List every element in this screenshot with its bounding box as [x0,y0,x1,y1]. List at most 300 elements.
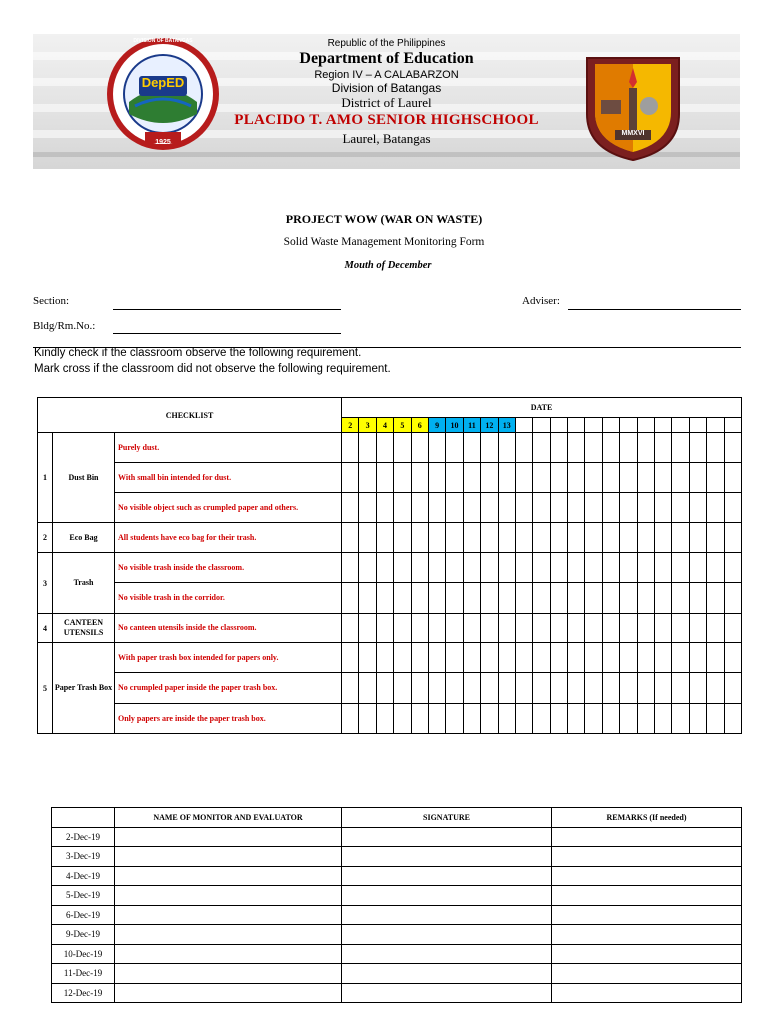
check-cell[interactable] [463,614,480,643]
check-cell[interactable] [411,433,428,463]
requirement-text: All students have eco bag for their trash. [115,523,342,553]
check-cell[interactable] [568,463,585,493]
check-cell[interactable] [707,704,724,734]
check-cell[interactable] [620,493,637,523]
remarks-cell[interactable] [552,925,742,945]
check-cell[interactable] [655,583,672,614]
check-cell[interactable] [428,433,445,463]
check-cell[interactable] [655,553,672,583]
check-cell[interactable] [550,553,567,583]
check-cell[interactable] [602,433,619,463]
check-cell[interactable] [498,614,515,643]
check-cell[interactable] [411,583,428,614]
check-cell[interactable] [585,704,602,734]
check-cell[interactable] [620,523,637,553]
remarks-cell[interactable] [552,983,742,1003]
signature-cell[interactable] [342,866,552,886]
check-cell[interactable] [428,463,445,493]
check-cell[interactable] [515,673,532,704]
check-cell[interactable] [394,643,411,673]
category-name: Trash [53,553,115,614]
seal-year: 1925 [155,139,171,146]
check-cell[interactable] [724,463,741,493]
check-cell[interactable] [376,463,393,493]
check-cell[interactable] [533,704,550,734]
check-cell[interactable] [637,583,654,614]
check-cell[interactable] [568,704,585,734]
check-cell[interactable] [498,583,515,614]
check-cell[interactable] [342,583,359,614]
check-cell[interactable] [655,463,672,493]
check-cell[interactable] [533,643,550,673]
date-cell: 4 [376,418,393,433]
district-text: District of Laurel [341,95,432,110]
requirement-text: Purely dust. [115,433,342,463]
monitor-name-cell[interactable] [115,847,342,867]
signature-cell[interactable] [342,983,552,1003]
check-cell[interactable] [689,614,706,643]
check-cell[interactable] [637,493,654,523]
monitor-row [52,847,742,867]
check-cell[interactable] [342,463,359,493]
check-cell[interactable] [376,614,393,643]
monitor-name-cell[interactable] [115,983,342,1003]
date-cell: 6 [411,418,428,433]
section-input-line[interactable] [113,309,341,310]
check-cell[interactable] [376,643,393,673]
check-cell[interactable] [446,583,463,614]
check-cell[interactable] [637,553,654,583]
check-cell[interactable] [689,643,706,673]
check-cell[interactable] [481,493,498,523]
check-cell[interactable] [446,493,463,523]
check-cell[interactable] [481,553,498,583]
room-input-line[interactable] [113,333,341,334]
check-cell[interactable] [672,643,689,673]
check-cell[interactable] [550,463,567,493]
check-cell[interactable] [602,463,619,493]
monitor-date: 4-Dec-19 [52,866,115,886]
check-cell[interactable] [637,673,654,704]
check-cell[interactable] [342,493,359,523]
check-cell[interactable] [342,523,359,553]
check-cell[interactable] [655,643,672,673]
check-cell[interactable] [550,643,567,673]
check-cell[interactable] [672,493,689,523]
check-cell[interactable] [498,523,515,553]
republic-text: Republic of the Philippines [327,38,446,49]
check-cell[interactable] [602,583,619,614]
check-cell[interactable] [394,673,411,704]
check-cell[interactable] [446,673,463,704]
check-cell[interactable] [585,643,602,673]
signature-cell[interactable] [342,827,552,847]
check-cell[interactable] [515,463,532,493]
check-cell[interactable] [463,553,480,583]
check-cell[interactable] [515,553,532,583]
check-cell[interactable] [655,614,672,643]
check-cell[interactable] [428,553,445,583]
check-cell[interactable] [411,553,428,583]
check-cell[interactable] [498,493,515,523]
check-cell[interactable] [376,493,393,523]
check-cell[interactable] [411,493,428,523]
monitor-name-cell[interactable] [115,866,342,886]
check-cell[interactable] [498,643,515,673]
check-cell[interactable] [446,523,463,553]
check-cell[interactable] [585,583,602,614]
date-cell-empty [707,418,724,433]
check-cell[interactable] [498,433,515,463]
check-cell[interactable] [428,493,445,523]
check-cell[interactable] [463,463,480,493]
date-cell-empty [689,418,706,433]
school-location: Laurel, Batangas [342,131,431,146]
check-cell[interactable] [724,643,741,673]
check-cell[interactable] [411,643,428,673]
check-cell[interactable] [359,433,376,463]
check-cell[interactable] [724,704,741,734]
check-cell[interactable] [533,463,550,493]
monitor-row [52,905,742,925]
check-cell[interactable] [446,704,463,734]
check-cell[interactable] [515,643,532,673]
date-cell-empty [672,418,689,433]
monitor-name-cell[interactable] [115,886,342,906]
check-cell[interactable] [689,673,706,704]
check-cell[interactable] [724,553,741,583]
signature-cell[interactable] [342,964,552,984]
check-cell[interactable] [376,523,393,553]
monitor-name-cell[interactable] [115,827,342,847]
check-cell[interactable] [394,704,411,734]
check-cell[interactable] [428,523,445,553]
check-cell[interactable] [724,583,741,614]
check-cell[interactable] [637,614,654,643]
check-cell[interactable] [689,523,706,553]
monitor-date: 2-Dec-19 [52,827,115,847]
check-cell[interactable] [707,493,724,523]
check-cell[interactable] [481,583,498,614]
check-cell[interactable] [533,523,550,553]
check-cell[interactable] [620,463,637,493]
check-cell[interactable] [724,614,741,643]
check-cell[interactable] [672,673,689,704]
adviser-input-line[interactable] [568,309,741,310]
check-cell[interactable] [533,673,550,704]
check-cell[interactable] [550,433,567,463]
check-cell[interactable] [342,614,359,643]
remarks-cell[interactable] [552,886,742,906]
check-cell[interactable] [394,553,411,583]
check-cell[interactable] [637,433,654,463]
check-cell[interactable] [446,643,463,673]
check-cell[interactable] [394,493,411,523]
check-cell[interactable] [707,643,724,673]
check-cell[interactable] [463,583,480,614]
signature-header: SIGNATURE [342,808,552,828]
check-cell[interactable] [428,583,445,614]
check-cell[interactable] [689,704,706,734]
check-cell[interactable] [481,433,498,463]
check-cell[interactable] [655,704,672,734]
monitor-row [52,944,742,964]
check-cell[interactable] [672,463,689,493]
check-cell[interactable] [515,433,532,463]
check-cell[interactable] [394,614,411,643]
check-cell[interactable] [533,553,550,583]
check-cell[interactable] [359,583,376,614]
check-cell[interactable] [463,433,480,463]
check-cell[interactable] [481,463,498,493]
check-cell[interactable] [707,673,724,704]
check-cell[interactable] [498,463,515,493]
signature-cell[interactable] [342,847,552,867]
check-cell[interactable] [359,614,376,643]
check-cell[interactable] [481,614,498,643]
check-cell[interactable] [428,643,445,673]
check-cell[interactable] [637,523,654,553]
checklist-row [38,673,742,704]
check-cell[interactable] [446,433,463,463]
check-cell[interactable] [655,433,672,463]
check-cell[interactable] [376,673,393,704]
check-cell[interactable] [602,673,619,704]
check-cell[interactable] [550,493,567,523]
check-cell[interactable] [568,643,585,673]
check-cell[interactable] [707,463,724,493]
check-cell[interactable] [602,553,619,583]
check-cell[interactable] [342,704,359,734]
check-cell[interactable] [620,583,637,614]
check-cell[interactable] [428,673,445,704]
check-cell[interactable] [446,553,463,583]
check-cell[interactable] [394,583,411,614]
checklist-row [38,433,742,463]
remarks-cell[interactable] [552,827,742,847]
check-cell[interactable] [463,643,480,673]
check-cell[interactable] [498,704,515,734]
check-cell[interactable] [428,704,445,734]
check-cell[interactable] [515,493,532,523]
monitor-name-header: NAME OF MONITOR AND EVALUATOR [115,808,342,828]
check-cell[interactable] [550,704,567,734]
check-cell[interactable] [376,433,393,463]
check-cell[interactable] [359,643,376,673]
check-cell[interactable] [394,523,411,553]
check-cell[interactable] [585,673,602,704]
check-cell[interactable] [585,614,602,643]
monitor-row [52,983,742,1003]
check-cell[interactable] [585,493,602,523]
check-cell[interactable] [620,704,637,734]
check-cell[interactable] [411,704,428,734]
check-cell[interactable] [689,583,706,614]
form-title: Solid Waste Management Monitoring Form [283,236,485,248]
check-cell[interactable] [411,614,428,643]
check-cell[interactable] [463,523,480,553]
check-cell[interactable] [689,433,706,463]
check-cell[interactable] [707,433,724,463]
check-cell[interactable] [568,583,585,614]
date-cell: 2 [342,418,359,433]
monitor-name-cell[interactable] [115,925,342,945]
check-cell[interactable] [707,553,724,583]
check-cell[interactable] [585,433,602,463]
check-cell[interactable] [342,433,359,463]
check-cell[interactable] [602,493,619,523]
remarks-cell[interactable] [552,964,742,984]
check-cell[interactable] [672,704,689,734]
monitor-date: 5-Dec-19 [52,886,115,906]
check-cell[interactable] [724,433,741,463]
requirement-text: No visible object such as crumpled paper and others. [115,493,342,523]
check-cell[interactable] [533,493,550,523]
signature-cell[interactable] [342,886,552,906]
remarks-header: REMARKS (If needed) [552,808,742,828]
remarks-cell[interactable] [552,905,742,925]
check-cell[interactable] [359,463,376,493]
signature-cell[interactable] [342,944,552,964]
check-cell[interactable] [463,704,480,734]
requirement-text: No crumpled paper inside the paper trash box. [115,673,342,704]
check-cell[interactable] [359,493,376,523]
check-cell[interactable] [515,704,532,734]
check-cell[interactable] [550,583,567,614]
check-cell[interactable] [359,673,376,704]
check-cell[interactable] [481,523,498,553]
category-number: 5 [38,643,53,734]
check-cell[interactable] [498,673,515,704]
check-cell[interactable] [376,553,393,583]
check-cell[interactable] [672,614,689,643]
remarks-cell[interactable] [552,847,742,867]
check-cell[interactable] [602,704,619,734]
check-cell[interactable] [707,523,724,553]
check-cell[interactable] [446,614,463,643]
monitor-name-cell[interactable] [115,964,342,984]
check-cell[interactable] [498,553,515,583]
check-cell[interactable] [481,704,498,734]
check-cell[interactable] [515,614,532,643]
check-cell[interactable] [359,523,376,553]
check-cell[interactable] [724,673,741,704]
check-cell[interactable] [342,643,359,673]
date-cell-empty [568,418,585,433]
check-cell[interactable] [568,523,585,553]
check-cell[interactable] [655,523,672,553]
check-cell[interactable] [568,614,585,643]
date-cell: 12 [481,418,498,433]
check-cell[interactable] [533,583,550,614]
check-cell[interactable] [550,523,567,553]
check-cell[interactable] [655,493,672,523]
check-cell[interactable] [602,523,619,553]
check-cell[interactable] [394,463,411,493]
date-cell-empty [637,418,654,433]
check-cell[interactable] [724,493,741,523]
check-cell[interactable] [376,704,393,734]
check-cell[interactable] [550,673,567,704]
monitor-date: 9-Dec-19 [52,925,115,945]
check-cell[interactable] [724,523,741,553]
check-cell[interactable] [620,553,637,583]
check-cell[interactable] [585,463,602,493]
remarks-cell[interactable] [552,866,742,886]
check-cell[interactable] [342,553,359,583]
check-cell[interactable] [411,673,428,704]
check-cell[interactable] [602,643,619,673]
check-cell[interactable] [707,614,724,643]
check-cell[interactable] [620,614,637,643]
signature-cell[interactable] [342,925,552,945]
check-cell[interactable] [620,643,637,673]
check-cell[interactable] [515,523,532,553]
category-name: CANTEEN UTENSILS [53,614,115,643]
check-cell[interactable] [411,523,428,553]
check-cell[interactable] [394,433,411,463]
check-cell[interactable] [568,673,585,704]
check-cell[interactable] [655,673,672,704]
check-cell[interactable] [637,704,654,734]
check-cell[interactable] [637,463,654,493]
check-cell[interactable] [707,583,724,614]
check-cell[interactable] [533,614,550,643]
check-cell[interactable] [428,614,445,643]
check-cell[interactable] [585,553,602,583]
check-cell[interactable] [689,463,706,493]
check-cell[interactable] [515,583,532,614]
check-cell[interactable] [568,493,585,523]
check-cell[interactable] [620,673,637,704]
check-cell[interactable] [568,553,585,583]
date-cell: 10 [446,418,463,433]
requirement-text: With small bin intended for dust. [115,463,342,493]
check-cell[interactable] [689,493,706,523]
check-cell[interactable] [359,704,376,734]
requirement-text: No canteen utensils inside the classroom. [115,614,342,643]
check-cell[interactable] [533,433,550,463]
check-cell[interactable] [672,523,689,553]
adviser-label: Adviser: [522,295,560,307]
check-cell[interactable] [376,583,393,614]
check-cell[interactable] [602,614,619,643]
check-cell[interactable] [672,553,689,583]
check-cell[interactable] [568,433,585,463]
check-cell[interactable] [463,493,480,523]
check-cell[interactable] [481,643,498,673]
check-cell[interactable] [481,673,498,704]
check-cell[interactable] [637,643,654,673]
check-cell[interactable] [689,553,706,583]
checklist-header-row [38,398,742,418]
remarks-cell[interactable] [552,944,742,964]
check-cell[interactable] [342,673,359,704]
check-cell[interactable] [359,553,376,583]
monitor-name-cell[interactable] [115,944,342,964]
check-cell[interactable] [620,433,637,463]
signature-cell[interactable] [342,905,552,925]
check-cell[interactable] [411,463,428,493]
check-cell[interactable] [585,523,602,553]
check-cell[interactable] [672,583,689,614]
check-cell[interactable] [463,673,480,704]
check-cell[interactable] [550,614,567,643]
date-header: DATE [342,398,742,418]
monitor-name-cell[interactable] [115,905,342,925]
check-cell[interactable] [672,433,689,463]
check-cell[interactable] [446,463,463,493]
